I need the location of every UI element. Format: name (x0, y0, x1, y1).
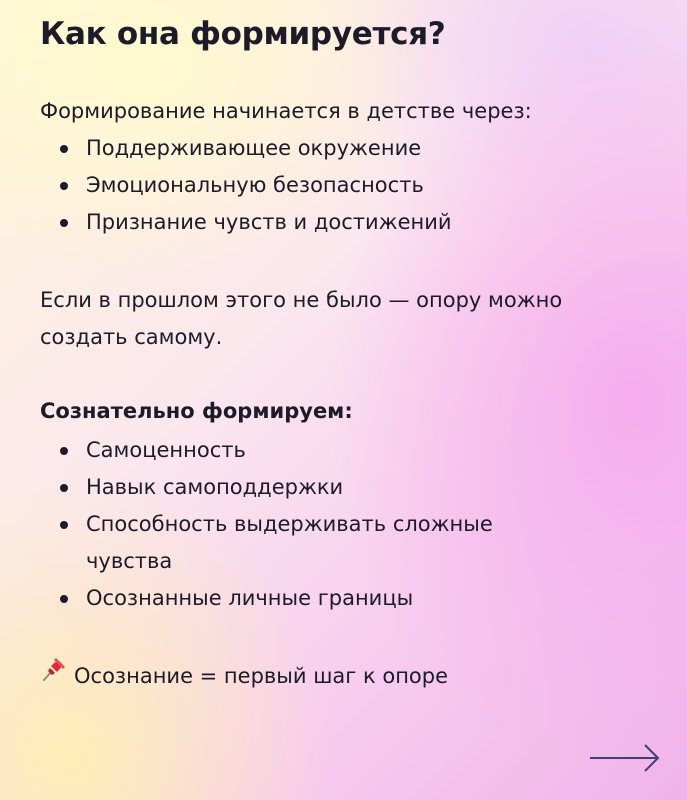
intro-text: Формирование начинается в детстве через: (40, 99, 532, 123)
bullet-icon (60, 447, 68, 455)
bullet-icon (60, 145, 68, 153)
list-item: Навык самоподдержки (40, 469, 560, 506)
paragraph-text: Если в прошлом этого не было — опору можно создать самому. (40, 288, 563, 349)
conclusion-line (40, 658, 448, 695)
list-item: Эмоциональную безопасность (40, 167, 600, 204)
list-item: Признание чувств и достижений (40, 204, 600, 241)
conclusion-text: Осознание = первый шаг к опоре (74, 664, 449, 688)
section-heading: Сознательно формируем: (40, 399, 353, 423)
bullet-icon (60, 484, 68, 492)
bullet-icon (60, 219, 68, 227)
childhood-list (40, 130, 600, 241)
arrow-right-icon (590, 742, 662, 774)
conscious-list (40, 432, 560, 617)
next-slide-button[interactable] (590, 742, 662, 774)
bullet-icon (60, 595, 68, 603)
list-item: Поддерживающее окружение (40, 130, 600, 167)
list-item: Осознанные личные границы (40, 580, 560, 617)
pushpin-icon (40, 655, 68, 695)
bullet-icon (60, 521, 68, 529)
list-item: Самоценность (40, 432, 560, 469)
bullet-icon (60, 182, 68, 190)
slide-title: Как она формируется? (40, 16, 446, 52)
list-item: Способность выдерживать сложные чувства (40, 506, 560, 580)
